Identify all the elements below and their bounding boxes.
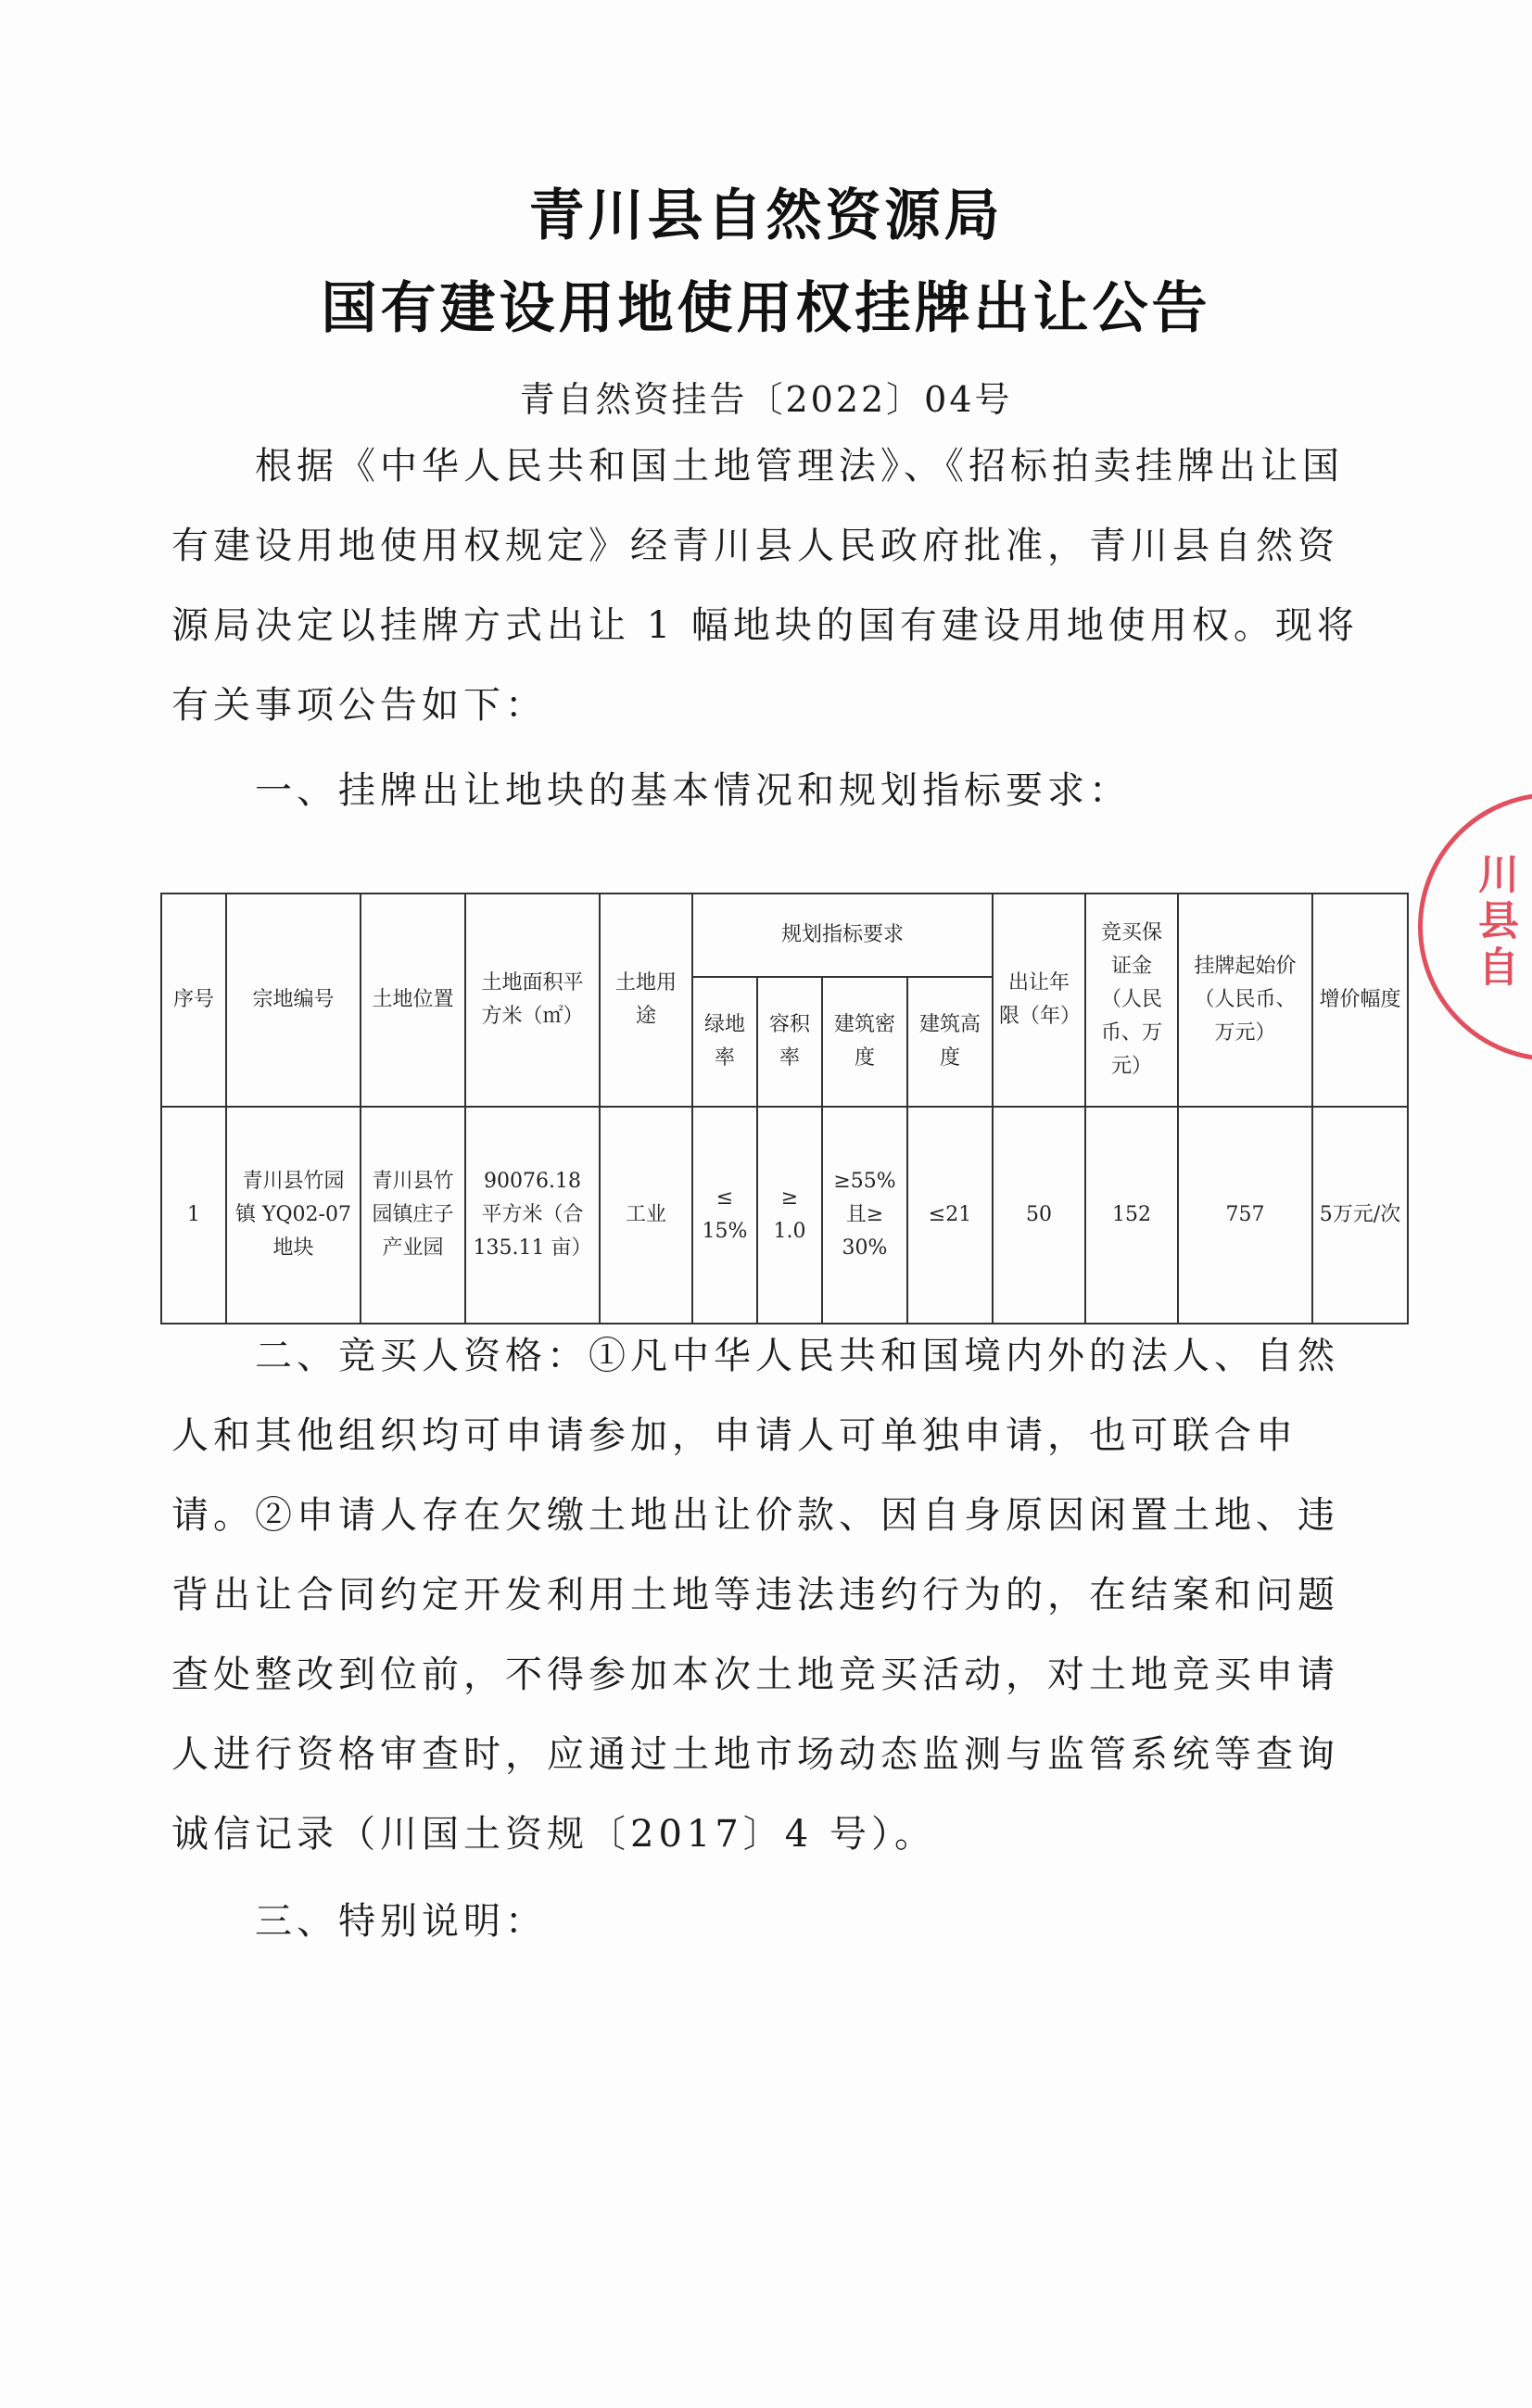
cell-area: 90076.18 平方米（合 135.11 亩） bbox=[465, 1107, 600, 1324]
stamp-text: 川县自 bbox=[1471, 853, 1518, 992]
parcel-table bbox=[160, 893, 1409, 1324]
header-start-price: 挂牌起始价（人民币、万元） bbox=[1178, 893, 1312, 1107]
cell-location: 青川县竹园镇庄子产业园 bbox=[361, 1107, 465, 1324]
document-title-line1: 青川县自然资源局 bbox=[528, 184, 1004, 248]
table-row bbox=[161, 1107, 1408, 1324]
header-planning-group: 规划指标要求 bbox=[692, 893, 993, 977]
header-deposit: 竞买保证金（人民币、万元） bbox=[1085, 893, 1178, 1107]
cell-seq: 1 bbox=[161, 1107, 226, 1324]
header-term: 出让年限（年） bbox=[993, 893, 1085, 1107]
official-seal-stamp bbox=[1418, 792, 1532, 1061]
cell-use: 工业 bbox=[600, 1107, 692, 1324]
cell-deposit: 152 bbox=[1085, 1107, 1178, 1324]
cell-increment: 5万元/次 bbox=[1312, 1107, 1408, 1324]
header-parcel-id: 宗地编号 bbox=[226, 893, 361, 1107]
section2-paragraph: 二、竞买人资格：①凡中华人民共和国境内外的法人、自然人和其他组织均可申请参加，申请人可单独申请，也可联合申请。②申请人存在欠缴土地出让价款、因自身原因闲置土地、违背出让合同约定开发利用土地等违法违约行为的，在结案和问题查处整改到位前，不得参加本次土地竞买活动，对土地竞买申请人进行资格审查时，应通过土地市场动态监测与监管系统等查询诚信记录（川国土资规〔2017〕4 号）。 bbox=[171, 1335, 1339, 1856]
cell-parcel-id: 青川县竹园镇 YQ02-07 地块 bbox=[226, 1107, 361, 1324]
header-seq: 序号 bbox=[161, 893, 226, 1107]
header-use: 土地用途 bbox=[600, 893, 692, 1107]
document-number: 青自然资挂告〔2022〕04号 bbox=[519, 379, 1013, 420]
cell-green-rate: ≤ 15% bbox=[692, 1107, 757, 1324]
header-area: 土地面积平方米（㎡） bbox=[465, 893, 600, 1107]
header-location: 土地位置 bbox=[361, 893, 465, 1107]
intro-paragraph: 根据《中华人民共和国土地管理法》、《招标拍卖挂牌出让国有建设用地使用权规定》经青川县人民政府批准，青川县自然资源局决定以挂牌方式出让 1 幅地块的国有建设用地使用权。现将有关事项公告如下： bbox=[171, 445, 1359, 727]
section3-heading: 三、特别说明： bbox=[255, 1900, 547, 1943]
header-green-rate: 绿地率 bbox=[692, 977, 757, 1107]
cell-plot-ratio: ≥ 1.0 bbox=[757, 1107, 822, 1324]
header-increment: 增价幅度 bbox=[1312, 893, 1408, 1107]
cell-density: ≥55% 且≥ 30% bbox=[822, 1107, 907, 1324]
section1-heading: 一、挂牌出让地块的基本情况和规划指标要求： bbox=[255, 769, 1131, 812]
header-density: 建筑密度 bbox=[822, 977, 907, 1107]
cell-height: ≤21 bbox=[907, 1107, 993, 1324]
document-title-line2: 国有建设用地使用权挂牌出让公告 bbox=[321, 276, 1211, 341]
header-height: 建筑高度 bbox=[907, 977, 993, 1107]
header-plot-ratio: 容积率 bbox=[757, 977, 822, 1107]
cell-term: 50 bbox=[993, 1107, 1085, 1324]
cell-start-price: 757 bbox=[1178, 1107, 1312, 1324]
